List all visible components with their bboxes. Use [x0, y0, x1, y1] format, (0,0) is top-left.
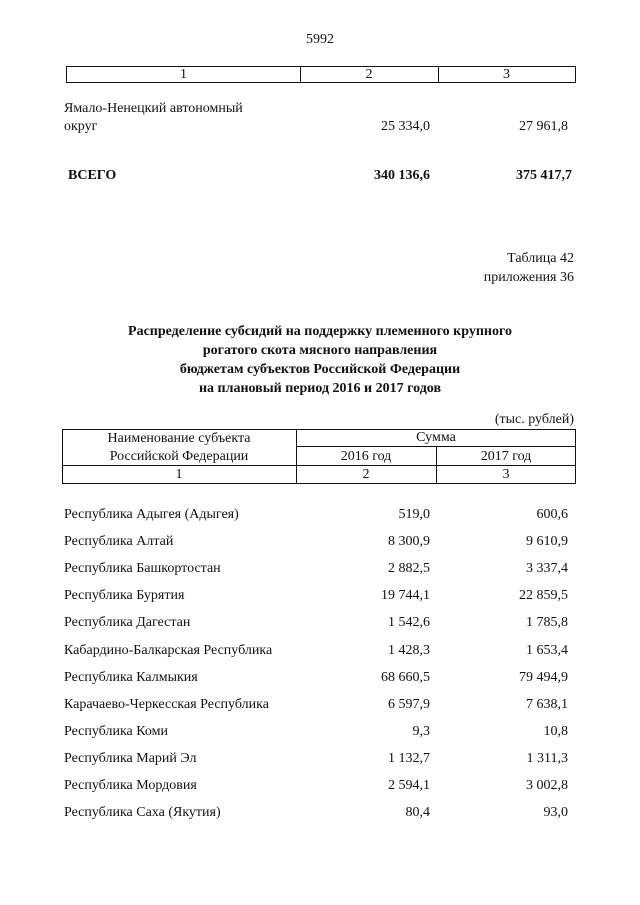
header-num-1: 1	[175, 467, 183, 482]
table-row	[0, 778, 640, 798]
header-rule-bottom	[62, 483, 576, 484]
row-value-2017: 9 610,9	[526, 534, 568, 549]
row-region-name: Республика Саха (Якутия)	[64, 805, 221, 820]
header-year-2016: 2016 год	[340, 449, 392, 464]
row-region-name: Республика Башкортостан	[64, 561, 221, 576]
row-value-2016: 2 594,1	[388, 778, 430, 793]
row-value-2016: 1 542,6	[388, 615, 430, 630]
strip-col-3: 3	[503, 67, 510, 82]
row-region-name: Республика Калмыкия	[64, 670, 198, 685]
carry-value-2016: 25 334,0	[381, 119, 430, 134]
row-region-name: Республика Марий Эл	[64, 751, 197, 766]
row-region-name: Карачаево-Черкесская Республика	[64, 697, 269, 712]
row-region-name: Республика Коми	[64, 724, 168, 739]
row-value-2016: 19 744,1	[381, 588, 430, 603]
row-region-name: Республика Мордовия	[64, 778, 197, 793]
row-value-2016: 9,3	[412, 724, 430, 739]
page-number: 5992	[306, 32, 334, 47]
row-value-2017: 22 859,5	[519, 588, 568, 603]
row-value-2016: 2 882,5	[388, 561, 430, 576]
table-row	[0, 561, 640, 581]
caption-line1: Распределение субсидий на поддержку племенного крупного	[128, 324, 512, 339]
table-row	[0, 724, 640, 744]
carry-value-2017: 27 961,8	[519, 119, 568, 134]
caption-line2: рогатого скота мясного направления	[202, 343, 438, 358]
row-value-2017: 93,0	[543, 805, 568, 820]
row-region-name: Республика Дагестан	[64, 615, 191, 630]
carry-region-line1: Ямало-Ненецкий автономный	[64, 101, 243, 116]
strip-col-1: 1	[180, 67, 187, 82]
row-value-2017: 1 311,3	[526, 751, 568, 766]
column-number-strip	[66, 66, 576, 83]
row-value-2016: 6 597,9	[388, 697, 430, 712]
table-row	[0, 697, 640, 717]
strip-col-2: 2	[365, 67, 373, 82]
table-row	[0, 751, 640, 771]
row-value-2016: 1 132,7	[388, 751, 430, 766]
row-value-2016: 8 300,9	[388, 534, 430, 549]
row-value-2016: 80,4	[405, 805, 430, 820]
row-value-2016: 68 660,5	[381, 670, 430, 685]
row-value-2017: 3 002,8	[526, 778, 568, 793]
table-row	[0, 670, 640, 690]
row-region-name: Кабардино-Балкарская Республика	[64, 643, 273, 658]
header-sum: Сумма	[416, 430, 456, 445]
total-value-2016: 340 136,6	[374, 168, 430, 183]
table-row	[0, 588, 640, 608]
table-row	[0, 534, 640, 554]
row-region-name: Республика Бурятия	[64, 588, 185, 603]
row-value-2017: 600,6	[536, 507, 568, 522]
row-value-2017: 1 653,4	[526, 643, 568, 658]
total-label: ВСЕГО	[68, 168, 117, 183]
row-value-2017: 1 785,8	[526, 615, 568, 630]
row-region-name: Республика Алтай	[64, 534, 174, 549]
header-num-3: 3	[502, 467, 510, 482]
header-name-line1: Наименование субъекта	[107, 431, 251, 446]
row-value-2017: 3 337,4	[526, 561, 568, 576]
row-value-2017: 10,8	[543, 724, 568, 739]
table-ref-line1: Таблица 42	[507, 251, 574, 266]
table-row	[0, 615, 640, 635]
table-header	[62, 429, 576, 484]
row-region-name: Республика Адыгея (Адыгея)	[64, 507, 239, 522]
units-label: (тыс. рублей)	[494, 412, 574, 427]
table-row	[0, 805, 640, 825]
row-value-2017: 7 638,1	[526, 697, 568, 712]
row-value-2017: 79 494,9	[519, 670, 568, 685]
row-value-2016: 1 428,3	[388, 643, 430, 658]
header-year-2017: 2017 год	[480, 449, 532, 464]
header-name-line2: Российской Федерации	[109, 449, 249, 464]
table-row	[0, 643, 640, 663]
total-value-2017: 375 417,7	[516, 168, 572, 183]
caption-line4: на плановый период 2016 и 2017 годов	[198, 381, 442, 396]
carry-region-line2: округ	[64, 119, 98, 134]
row-value-2016: 519,0	[398, 507, 430, 522]
table-ref-line2: приложения 36	[483, 270, 574, 285]
header-num-2: 2	[362, 467, 370, 482]
table-row	[0, 507, 640, 527]
caption-line3: бюджетам субъектов Российской Федерации	[179, 362, 461, 377]
